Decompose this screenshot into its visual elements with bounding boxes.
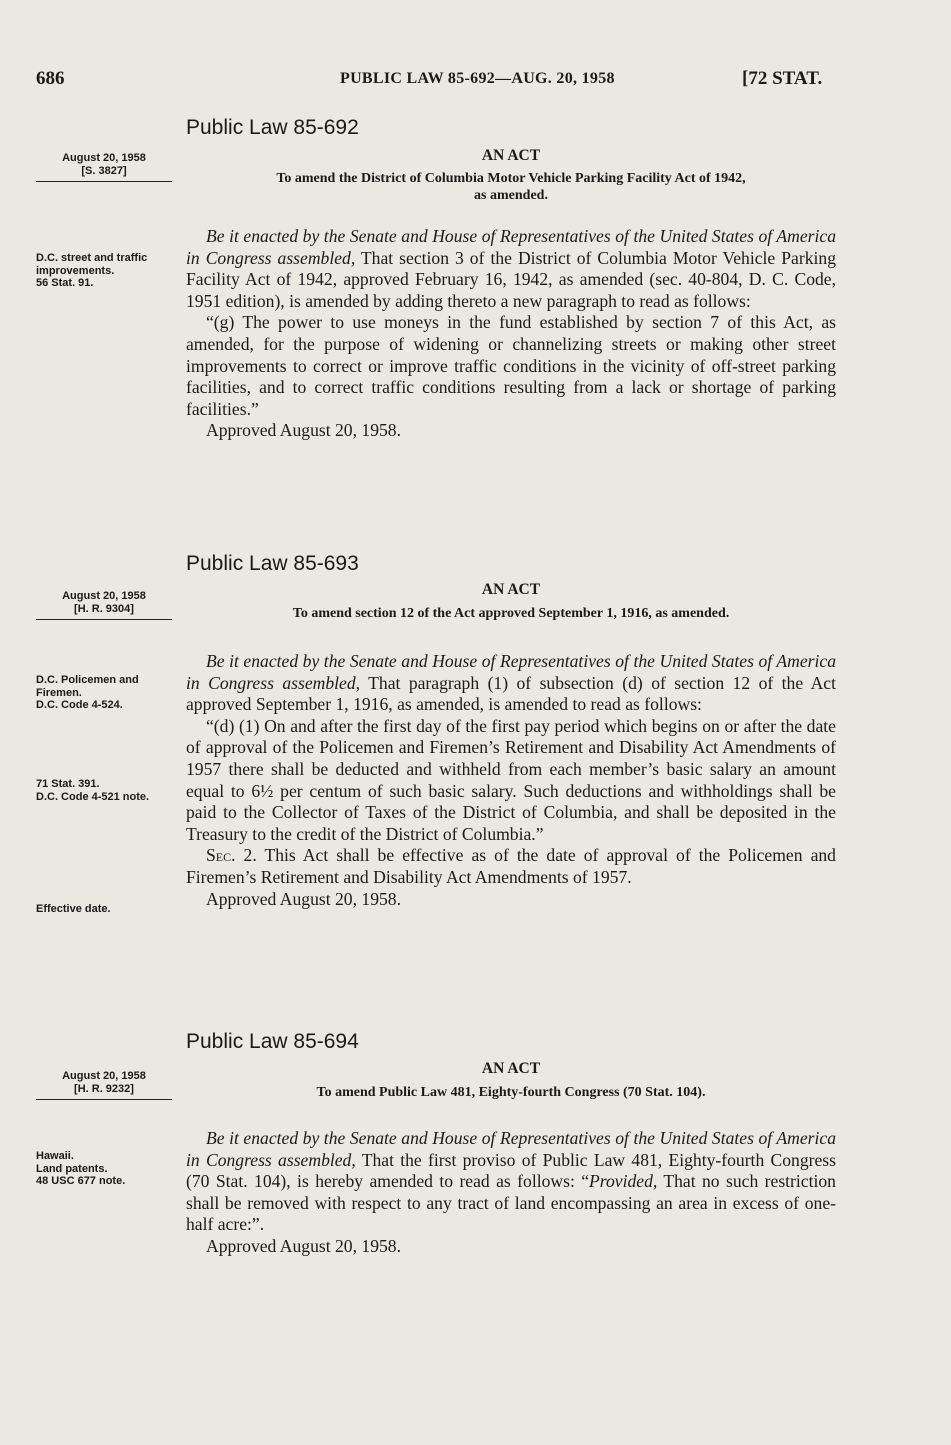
- running-header: [0, 68, 951, 92]
- paragraph-text: That paragraph (1) of subsection (d) of section 12 of the Act approved September 1, 1916, as amended, is amended to read as follows:: [186, 672, 836, 715]
- date-text: August 20, 1958: [62, 590, 146, 602]
- date-text: August 20, 1958: [62, 152, 146, 164]
- enactment-date: [36, 1070, 172, 1100]
- paragraph-text: That the first proviso of Public Law 481, Eighty-fourth Congress (70 Stat. 104), is hereby amended to read as follows: “: [186, 1149, 837, 1192]
- amendment-paragraph: “(d) (1) On and after the first day of the first pay period which begins on or after the date of approval of the Policemen and Firemen’s Retirement and Disability Act Amendments of 1957 there shall be deducted and withheld from each member’s basic salary an amount equal to 6½ per centum of such basic salary. Such deductions and withholdings shall be paid to the Collector of Taxes of the District of Columbia, and shall be deposited in the Treasury to the credit of the District of Columbia.”: [186, 715, 836, 844]
- law-body: [186, 226, 836, 442]
- header-title: PUBLIC LAW 85-692—AUG. 20, 1958: [340, 70, 615, 87]
- paragraph-text: This Act shall be effective as of the date of approval of the Policemen and Firemen’s Retirement and Disability Act Amendments of 1957.: [186, 845, 836, 887]
- amendment-paragraph: “(g) The power to use moneys in the fund established by section 7 of this Act, as amended, for the purpose of widening or channelizing streets or making other street improvements to correct or improve traffic conditions in the vicinity of off-street parking facilities, and to correct traffic conditions resulting from a lack or shortage of parking facilities.”: [186, 312, 836, 419]
- enactment-date: [36, 590, 172, 620]
- note-text: Land patents.: [36, 1162, 108, 1175]
- note-text: 56 Stat. 91.: [36, 277, 94, 289]
- page-number: 686: [36, 68, 65, 89]
- act-caption: [186, 1084, 836, 1101]
- date-text: August 20, 1958: [62, 1070, 146, 1082]
- margin-note: [36, 903, 176, 916]
- enacting-clause: Be it enacted by the Senate and House of Representatives of the United States of America in Congress assembled,: [186, 226, 836, 268]
- caption-line: as amended.: [474, 188, 548, 203]
- margin-note: [36, 252, 176, 290]
- caption-line: To amend the District of Columbia Motor Vehicle Parking Facility Act of 1942,: [276, 171, 746, 186]
- law-body: [186, 1128, 836, 1258]
- margin-note: [36, 674, 176, 712]
- caption-line: To amend section 12 of the Act approved September 1, 1916, as amended.: [292, 606, 730, 621]
- note-text: 71 Stat. 391.: [36, 778, 100, 790]
- note-text: 48 USC 677 note.: [36, 1175, 126, 1187]
- caption-line: To amend Public Law 481, Eighty-fourth Congress (70 Stat. 104).: [316, 1085, 706, 1100]
- margin-note: [36, 1150, 176, 1188]
- enacting-paragraph: [186, 651, 836, 716]
- note-text: D.C. Code 4-524.: [36, 699, 123, 711]
- header-stat: [72 STAT.: [742, 68, 823, 89]
- approval-line: Approved August 20, 1958.: [206, 888, 401, 909]
- enacting-paragraph: [186, 1128, 836, 1236]
- act-caption: [186, 605, 836, 622]
- enacting-paragraph: [186, 226, 836, 312]
- note-text: D.C. street and traffic improvements.: [36, 252, 148, 277]
- provided-clause: Provided,: [589, 1171, 658, 1192]
- enacting-clause: Be it enacted by the Senate and House of Representatives of the United States of America in Congress assembled,: [186, 1128, 836, 1170]
- paragraph-text: That no such restriction shall be removed with respect to any tract of land encompassing an area in excess of one-half acre:”.: [186, 1171, 836, 1235]
- an-act-label: AN ACT: [481, 1060, 541, 1077]
- section-label: Sec. 2.: [206, 845, 257, 866]
- margin-note-date: [36, 590, 176, 620]
- margin-note-date: [36, 152, 176, 182]
- bill-number: [H. R. 9232]: [74, 1082, 134, 1095]
- section-paragraph: [186, 845, 836, 888]
- an-act-label: AN ACT: [481, 147, 541, 164]
- bill-number: [S. 3827]: [81, 164, 127, 177]
- law-title-85-694: Public Law 85-694: [186, 1030, 359, 1053]
- approval-line: Approved August 20, 1958.: [206, 420, 401, 441]
- act-caption: [186, 170, 836, 204]
- margin-note: [36, 778, 176, 803]
- note-text: Hawaii.: [36, 1150, 74, 1162]
- law-title-85-692: Public Law 85-692: [186, 116, 359, 139]
- enacting-clause: Be it enacted by the Senate and House of Representatives of the United States of America in Congress assembled,: [186, 651, 836, 693]
- approval-line: Approved August 20, 1958.: [206, 1235, 401, 1256]
- note-text: D.C. Code 4-521 note.: [36, 790, 150, 803]
- law-title-85-693: Public Law 85-693: [186, 552, 359, 575]
- enactment-date: [36, 152, 172, 182]
- note-text: Effective date.: [36, 903, 111, 915]
- note-text: D.C. Policemen and Firemen.: [36, 674, 139, 699]
- an-act-label: AN ACT: [481, 581, 541, 598]
- bill-number: [H. R. 9304]: [74, 602, 134, 615]
- law-body: [186, 651, 836, 910]
- margin-note-date: [36, 1070, 176, 1100]
- paragraph-text: That section 3 of the District of Columbia Motor Vehicle Parking Facility Act of 1942, approved February 16, 1942, as amended (sec. 40-804, D. C. Code, 1951 edition), is amended by adding thereto a new paragraph to read as follows:: [186, 247, 836, 311]
